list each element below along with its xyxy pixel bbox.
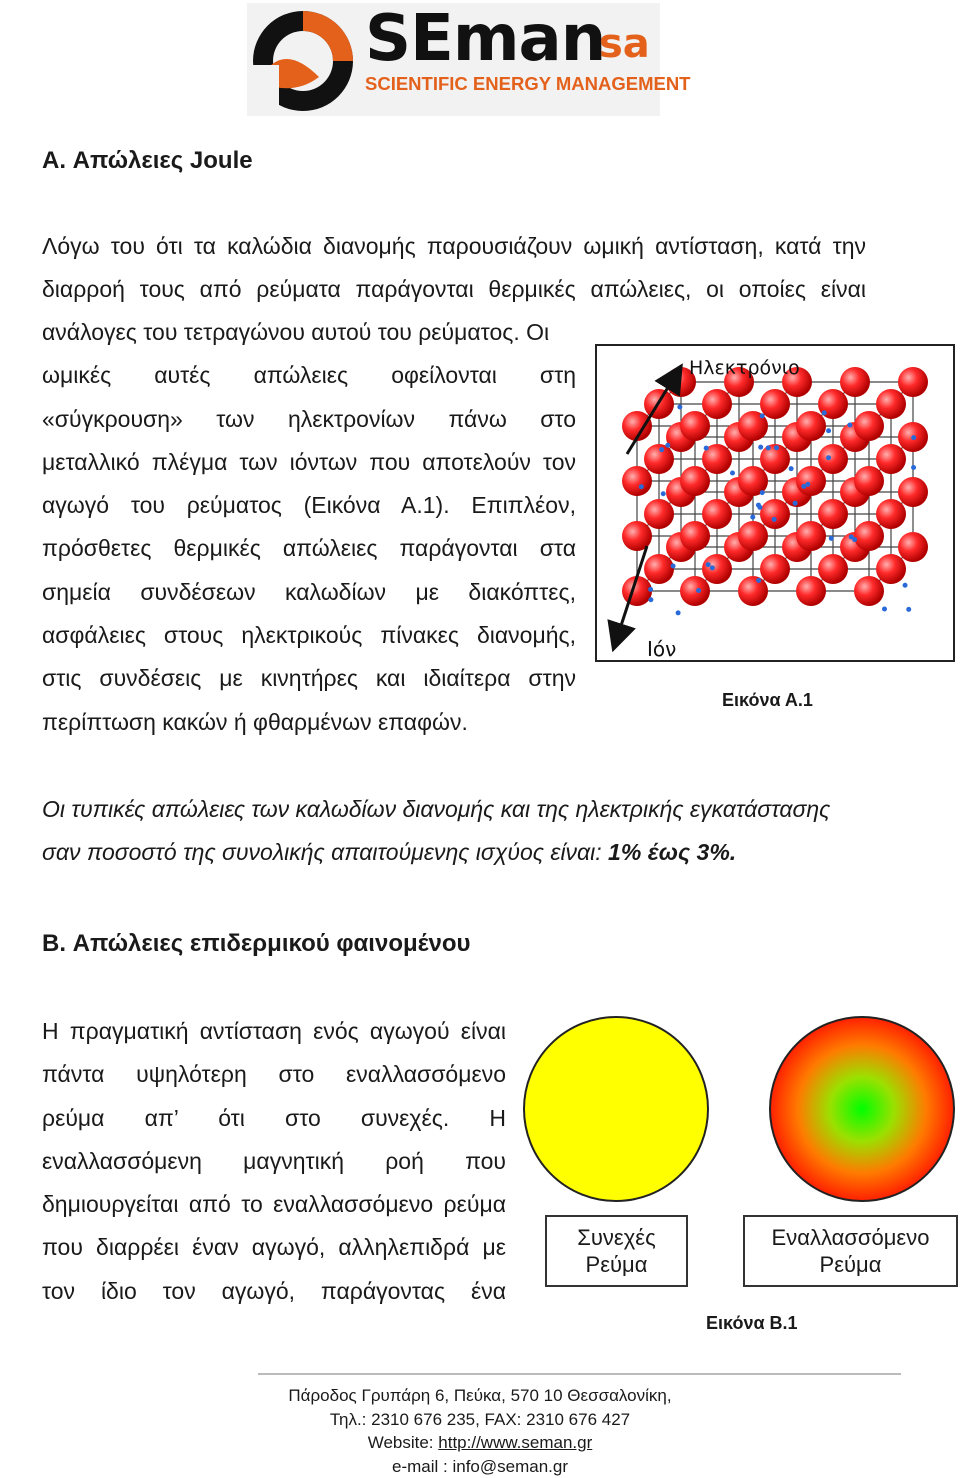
electron-dot — [906, 607, 911, 612]
ion-sphere — [818, 444, 848, 474]
electron-dot — [774, 445, 779, 450]
ion-sphere — [796, 521, 826, 551]
figure-b1-circles — [520, 1015, 960, 1205]
section-b-heading: B. Απώλειες επιδερμικού φαινομένου — [42, 930, 471, 957]
ion-sphere — [702, 389, 732, 419]
paragraph-line: «σύγκρουση» των ηλεκτρονίων πάνω στο — [42, 405, 576, 432]
paragraph-line: δημιουργείται από το εναλλασσόμενο ρεύμα — [42, 1191, 506, 1218]
ion-sphere — [680, 521, 710, 551]
ion-sphere — [898, 367, 928, 397]
ion-sphere — [702, 554, 732, 584]
ion-sphere — [898, 477, 928, 507]
electron-dot — [758, 445, 763, 450]
ion-sphere — [876, 444, 906, 474]
electron-dot — [756, 578, 761, 583]
ion-sphere — [840, 367, 870, 397]
dc-current-circle — [524, 1017, 708, 1201]
paragraph-line: μεταλλικό πλέγμα των ιόντων που αποτελούν τον — [42, 448, 576, 475]
ion-sphere — [760, 389, 790, 419]
paragraph-line: που διαρρέει έναν αγωγό, αλληλεπιδρά με — [42, 1234, 506, 1261]
electron-dot — [847, 423, 852, 428]
ion-sphere — [876, 499, 906, 529]
footer-email-label: e-mail : — [392, 1456, 453, 1476]
electron-dot — [756, 503, 761, 508]
electron-label: Ηλεκτρόνιο — [689, 357, 800, 379]
ion-sphere — [680, 411, 710, 441]
logo-name: SEman — [365, 2, 606, 76]
ion-sphere — [898, 532, 928, 562]
ion-sphere — [796, 466, 826, 496]
electron-dot — [882, 607, 887, 612]
figure-a1-caption: Εικόνα Α.1 — [722, 690, 813, 710]
electron-dot — [665, 443, 670, 448]
electron-dot — [676, 610, 681, 615]
ion-sphere — [622, 466, 652, 496]
paragraph-line: στις συνδέσεις με κινητήρες και ιδιαίτερα στην — [42, 665, 576, 692]
paragraph-line: περίπτωση κακών ή φθαρμένων επαφών. — [42, 708, 468, 735]
paragraph-line: Λόγω του ότι τα καλώδια διανομής παρουσιάζουν ωμική αντίσταση, κατά την — [42, 233, 866, 259]
electron-dot — [659, 447, 664, 452]
section-a-paragraph-top — [42, 225, 866, 312]
summary-value: 1% έως 3%. — [601, 839, 737, 866]
paragraph-line: εναλλασσόμενη μαγνητική ροή που — [42, 1147, 506, 1174]
ion-label: Ιόν — [647, 637, 677, 660]
losses-summary — [42, 786, 922, 876]
electron-dot — [911, 435, 916, 440]
footer-address: Πάροδος Γρυπάρη 6, Πεύκα, 570 10 Θεσσαλονίκη, — [288, 1386, 672, 1405]
ion-sphere — [680, 576, 710, 606]
electron-dot — [826, 455, 831, 460]
paragraph-line: αγωγό του ρεύματος (Εικόνα Α.1). Επιπλέον, — [42, 492, 576, 519]
ion-sphere — [854, 576, 884, 606]
electron-dot — [911, 465, 916, 470]
electron-dot — [760, 490, 765, 495]
electron-dot — [849, 534, 854, 539]
ion-sphere — [760, 554, 790, 584]
electron-dot — [648, 587, 653, 592]
ion-sphere — [644, 444, 674, 474]
electron-dot — [760, 413, 765, 418]
paragraph-line: ασφάλειες στους ηλεκτρικούς πίνακες διανομής, — [42, 622, 576, 649]
electron-dot — [671, 564, 676, 569]
electron-dot — [750, 515, 755, 520]
footer-website-label: Website: — [367, 1433, 439, 1452]
summary-line-1: Οι τυπικές απώλειες των καλωδίων διανομής και της ηλεκτρικής εγκατάστασης — [42, 796, 831, 822]
ac-current-circle — [770, 1017, 954, 1201]
electron-dot — [805, 482, 810, 487]
ion-sphere — [854, 521, 884, 551]
electron-dot — [661, 491, 666, 496]
ion-sphere — [738, 576, 768, 606]
dc-label-box — [545, 1215, 688, 1287]
electron-dot — [789, 466, 794, 471]
ion-sphere — [702, 499, 732, 529]
page-footer — [200, 1384, 760, 1478]
company-logo — [247, 2, 691, 116]
ion-sphere — [760, 499, 790, 529]
electron-dot — [793, 501, 798, 506]
ion-sphere — [680, 466, 710, 496]
section-a-paragraph-wrapped — [42, 311, 576, 744]
electron-dot — [677, 405, 682, 410]
electron-dot — [829, 536, 834, 541]
ion-sphere — [644, 554, 674, 584]
ion-sphere — [796, 411, 826, 441]
lattice-illustration — [597, 346, 953, 660]
electron-dot — [704, 446, 709, 451]
paragraph-line: ρεύμα απ’ ότι στο συνεχές. Η — [42, 1104, 506, 1131]
figure-b1-caption: Εικόνα Β.1 — [706, 1313, 798, 1333]
paragraph-line: ανάλογες του τετραγώνου αυτού του ρεύματος. Οι — [42, 319, 550, 345]
logo-tagline: SCIENTIFIC ENERGY MANAGEMENT — [365, 73, 691, 94]
electron-dot — [710, 565, 715, 570]
electron-dot — [730, 471, 735, 476]
electron-dot — [822, 410, 827, 415]
footer-divider — [258, 1373, 901, 1375]
logo-suffix: sa — [599, 21, 650, 67]
ion-sphere — [876, 389, 906, 419]
dc-label-line-1: Συνεχές — [577, 1225, 656, 1250]
paragraph-line: τον ίδιο τον αγωγό, παράγοντας ένα — [42, 1277, 506, 1304]
electron-dot — [639, 484, 644, 489]
paragraph-line: πρόσθετες θερμικές απώλειες παράγονται στα — [42, 535, 576, 562]
section-a-heading: A. Απώλειες Joule — [42, 147, 253, 174]
ion-sphere — [818, 554, 848, 584]
figure-a1-lattice — [595, 344, 955, 662]
ion-sphere — [818, 499, 848, 529]
paragraph-line: ωμικές αυτές απώλειες οφείλονται στη — [42, 362, 576, 389]
electron-dot — [648, 597, 653, 602]
dc-label-line-2: Ρεύμα — [585, 1252, 648, 1277]
seman-swirl-icon — [249, 7, 357, 115]
ion-sphere — [796, 576, 826, 606]
paragraph-line: σημεία συνδέσεων καλωδίων με διακόπτες, — [42, 578, 576, 605]
ac-label-box — [743, 1215, 958, 1287]
paragraph-line: διαρροή τους από ρεύματα παράγονται θερμικές απώλειες, οι οποίες είναι — [42, 276, 866, 303]
paragraph-line: πάντα υψηλότερη στο εναλλασσόμενο — [42, 1061, 506, 1088]
electron-dot — [706, 562, 711, 567]
section-b-paragraph — [42, 1010, 506, 1313]
ion-sphere — [876, 554, 906, 584]
ion-sphere — [854, 411, 884, 441]
ion-sphere — [644, 499, 674, 529]
electron-dot — [696, 588, 701, 593]
footer-website-link[interactable]: http://www.seman.gr — [438, 1433, 593, 1452]
electron-dot — [903, 583, 908, 588]
paragraph-line: Η πραγματική αντίσταση ενός αγωγού είναι — [42, 1018, 506, 1044]
electron-dot — [826, 428, 831, 433]
footer-phone: Τηλ.: 2310 676 235, FAX: 2310 676 427 — [329, 1409, 631, 1429]
ac-label-line-2: Ρεύμα — [819, 1252, 882, 1277]
ion-sphere — [738, 521, 768, 551]
electron-dot — [772, 517, 777, 522]
ac-label-line-1: Εναλλασσόμενο — [771, 1225, 930, 1250]
footer-email-link[interactable]: info@seman.gr — [452, 1456, 568, 1476]
ion-sphere — [854, 466, 884, 496]
summary-line-2: σαν ποσοστό της συνολικής απαιτούμενης ισχύος είναι: — [42, 839, 602, 866]
electron-dot — [766, 445, 771, 450]
